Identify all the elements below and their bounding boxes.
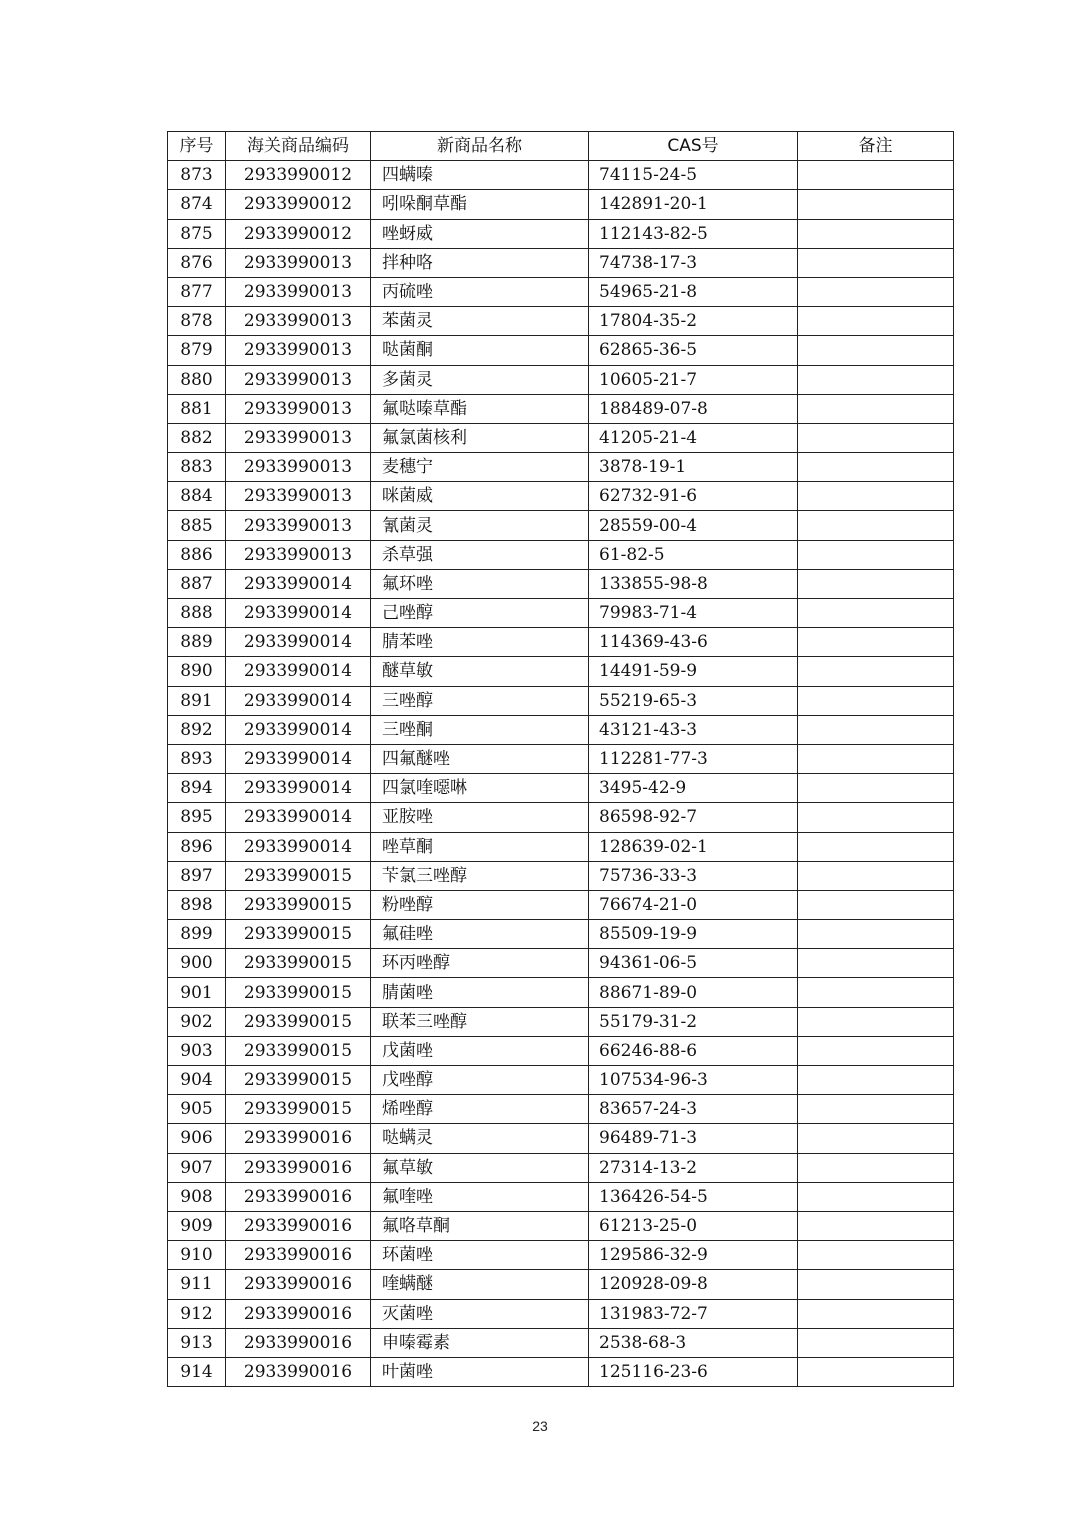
table-row — [168, 803, 954, 832]
cell-note — [798, 1153, 954, 1182]
table-row — [168, 219, 954, 248]
cell-code: 2933990013 — [226, 453, 371, 482]
table-row — [168, 1241, 954, 1270]
cell-code: 2933990013 — [226, 540, 371, 569]
table-row — [168, 1299, 954, 1328]
cell-name: 麦穗宁 — [371, 453, 589, 482]
cell-note — [798, 628, 954, 657]
cell-code: 2933990013 — [226, 336, 371, 365]
cell-code: 2933990012 — [226, 190, 371, 219]
cell-note — [798, 686, 954, 715]
table-row — [168, 482, 954, 511]
cell-cas: 17804-35-2 — [589, 307, 798, 336]
cell-name: 喹螨醚 — [371, 1270, 589, 1299]
cell-cas: 3495-42-9 — [589, 774, 798, 803]
chemical-list-table — [167, 131, 954, 1387]
cell-name: 氟环唑 — [371, 569, 589, 598]
cell-seq: 896 — [168, 832, 226, 861]
table-row — [168, 774, 954, 803]
cell-note — [798, 1241, 954, 1270]
cell-code: 2933990013 — [226, 511, 371, 540]
cell-note — [798, 774, 954, 803]
cell-name: 丙硫唑 — [371, 277, 589, 306]
table-row — [168, 890, 954, 919]
cell-seq: 892 — [168, 715, 226, 744]
cell-code: 2933990015 — [226, 1036, 371, 1065]
cell-note — [798, 1182, 954, 1211]
cell-note — [798, 394, 954, 423]
cell-cas: 83657-24-3 — [589, 1095, 798, 1124]
cell-cas: 107534-96-3 — [589, 1066, 798, 1095]
cell-seq: 913 — [168, 1328, 226, 1357]
cell-seq: 887 — [168, 569, 226, 598]
cell-note — [798, 920, 954, 949]
cell-cas: 41205-21-4 — [589, 423, 798, 452]
cell-code: 2933990016 — [226, 1211, 371, 1240]
cell-note — [798, 540, 954, 569]
header-cas: CAS号 — [589, 132, 798, 161]
header-note: 备注 — [798, 132, 954, 161]
cell-seq: 888 — [168, 599, 226, 628]
cell-name: 四氟醚唑 — [371, 744, 589, 773]
cell-seq: 911 — [168, 1270, 226, 1299]
cell-cas: 3878-19-1 — [589, 453, 798, 482]
cell-seq: 875 — [168, 219, 226, 248]
cell-seq: 874 — [168, 190, 226, 219]
table-row — [168, 832, 954, 861]
cell-name: 氟氯菌核利 — [371, 423, 589, 452]
table-row — [168, 599, 954, 628]
cell-cas: 128639-02-1 — [589, 832, 798, 861]
cell-seq: 891 — [168, 686, 226, 715]
cell-cas: 62865-36-5 — [589, 336, 798, 365]
cell-seq: 906 — [168, 1124, 226, 1153]
cell-seq: 898 — [168, 890, 226, 919]
cell-note — [798, 861, 954, 890]
cell-note — [798, 657, 954, 686]
table-row — [168, 277, 954, 306]
cell-code: 2933990014 — [226, 803, 371, 832]
cell-seq: 879 — [168, 336, 226, 365]
cell-cas: 94361-06-5 — [589, 949, 798, 978]
cell-cas: 133855-98-8 — [589, 569, 798, 598]
cell-name: 氟咯草酮 — [371, 1211, 589, 1240]
cell-name: 己唑醇 — [371, 599, 589, 628]
cell-note — [798, 511, 954, 540]
cell-name: 四氯喹噁啉 — [371, 774, 589, 803]
cell-code: 2933990014 — [226, 628, 371, 657]
cell-cas: 188489-07-8 — [589, 394, 798, 423]
cell-note — [798, 277, 954, 306]
cell-note — [798, 190, 954, 219]
table-row — [168, 1328, 954, 1357]
cell-note — [798, 219, 954, 248]
cell-cas: 62732-91-6 — [589, 482, 798, 511]
cell-seq: 902 — [168, 1007, 226, 1036]
cell-note — [798, 1007, 954, 1036]
cell-code: 2933990013 — [226, 365, 371, 394]
cell-name: 氟硅唑 — [371, 920, 589, 949]
cell-code: 2933990015 — [226, 1007, 371, 1036]
cell-seq: 889 — [168, 628, 226, 657]
cell-code: 2933990013 — [226, 394, 371, 423]
table-row — [168, 394, 954, 423]
cell-note — [798, 832, 954, 861]
cell-seq: 912 — [168, 1299, 226, 1328]
table-row — [168, 920, 954, 949]
cell-name: 唑草酮 — [371, 832, 589, 861]
cell-note — [798, 248, 954, 277]
cell-seq: 909 — [168, 1211, 226, 1240]
cell-code: 2933990014 — [226, 832, 371, 861]
cell-note — [798, 365, 954, 394]
cell-code: 2933990016 — [226, 1299, 371, 1328]
table-row — [168, 161, 954, 190]
cell-code: 2933990014 — [226, 569, 371, 598]
cell-name: 氟喹唑 — [371, 1182, 589, 1211]
cell-code: 2933990013 — [226, 307, 371, 336]
cell-note — [798, 978, 954, 1007]
cell-name: 唑蚜威 — [371, 219, 589, 248]
cell-note — [798, 890, 954, 919]
cell-note — [798, 423, 954, 452]
cell-name: 戊唑醇 — [371, 1066, 589, 1095]
table-row — [168, 744, 954, 773]
table-row — [168, 1036, 954, 1065]
cell-name: 苄氯三唑醇 — [371, 861, 589, 890]
cell-cas: 10605-21-7 — [589, 365, 798, 394]
table-row — [168, 1007, 954, 1036]
cell-cas: 27314-13-2 — [589, 1153, 798, 1182]
cell-cas: 79983-71-4 — [589, 599, 798, 628]
cell-code: 2933990016 — [226, 1124, 371, 1153]
cell-name: 亚胺唑 — [371, 803, 589, 832]
cell-code: 2933990015 — [226, 920, 371, 949]
cell-note — [798, 1299, 954, 1328]
cell-seq: 882 — [168, 423, 226, 452]
cell-name: 氟哒嗪草酯 — [371, 394, 589, 423]
cell-name: 哒菌酮 — [371, 336, 589, 365]
cell-code: 2933990016 — [226, 1153, 371, 1182]
cell-seq: 905 — [168, 1095, 226, 1124]
cell-name: 拌种咯 — [371, 248, 589, 277]
cell-seq: 883 — [168, 453, 226, 482]
cell-name: 三唑酮 — [371, 715, 589, 744]
table-row — [168, 949, 954, 978]
table-row — [168, 1066, 954, 1095]
table-row — [168, 569, 954, 598]
cell-code: 2933990014 — [226, 715, 371, 744]
table-row — [168, 190, 954, 219]
cell-cas: 125116-23-6 — [589, 1357, 798, 1386]
cell-note — [798, 949, 954, 978]
table-row — [168, 307, 954, 336]
cell-note — [798, 1270, 954, 1299]
table-row — [168, 1211, 954, 1240]
cell-seq: 885 — [168, 511, 226, 540]
cell-note — [798, 803, 954, 832]
cell-cas: 75736-33-3 — [589, 861, 798, 890]
table-row — [168, 453, 954, 482]
cell-seq: 890 — [168, 657, 226, 686]
cell-name: 苯菌灵 — [371, 307, 589, 336]
cell-name: 联苯三唑醇 — [371, 1007, 589, 1036]
cell-seq: 884 — [168, 482, 226, 511]
cell-seq: 880 — [168, 365, 226, 394]
cell-name: 氰菌灵 — [371, 511, 589, 540]
cell-code: 2933990016 — [226, 1182, 371, 1211]
cell-code: 2933990014 — [226, 744, 371, 773]
cell-code: 2933990014 — [226, 686, 371, 715]
cell-code: 2933990013 — [226, 482, 371, 511]
cell-seq: 873 — [168, 161, 226, 190]
table-row — [168, 336, 954, 365]
cell-seq: 908 — [168, 1182, 226, 1211]
table-row — [168, 1153, 954, 1182]
table-row — [168, 540, 954, 569]
cell-name: 叶菌唑 — [371, 1357, 589, 1386]
cell-seq: 899 — [168, 920, 226, 949]
cell-cas: 76674-21-0 — [589, 890, 798, 919]
cell-seq: 881 — [168, 394, 226, 423]
cell-seq: 903 — [168, 1036, 226, 1065]
cell-cas: 61213-25-0 — [589, 1211, 798, 1240]
header-code: 海关商品编码 — [226, 132, 371, 161]
cell-name: 戊菌唑 — [371, 1036, 589, 1065]
cell-code: 2933990014 — [226, 657, 371, 686]
cell-note — [798, 1066, 954, 1095]
cell-seq: 886 — [168, 540, 226, 569]
cell-note — [798, 1036, 954, 1065]
cell-cas: 112143-82-5 — [589, 219, 798, 248]
table-header-row — [168, 132, 954, 161]
cell-cas: 96489-71-3 — [589, 1124, 798, 1153]
cell-note — [798, 744, 954, 773]
cell-code: 2933990015 — [226, 1066, 371, 1095]
table-row — [168, 423, 954, 452]
cell-note — [798, 453, 954, 482]
cell-note — [798, 161, 954, 190]
cell-note — [798, 599, 954, 628]
cell-cas: 55179-31-2 — [589, 1007, 798, 1036]
table-row — [168, 1095, 954, 1124]
cell-name: 腈菌唑 — [371, 978, 589, 1007]
cell-code: 2933990013 — [226, 277, 371, 306]
cell-seq: 877 — [168, 277, 226, 306]
cell-note — [798, 569, 954, 598]
cell-code: 2933990016 — [226, 1357, 371, 1386]
page-number: 23 — [532, 1418, 548, 1434]
cell-cas: 74738-17-3 — [589, 248, 798, 277]
cell-name: 粉唑醇 — [371, 890, 589, 919]
cell-seq: 893 — [168, 744, 226, 773]
cell-cas: 120928-09-8 — [589, 1270, 798, 1299]
cell-name: 申嗪霉素 — [371, 1328, 589, 1357]
header-seq: 序号 — [168, 132, 226, 161]
cell-cas: 136426-54-5 — [589, 1182, 798, 1211]
table-row — [168, 365, 954, 394]
cell-cas: 85509-19-9 — [589, 920, 798, 949]
cell-name: 环丙唑醇 — [371, 949, 589, 978]
table-row — [168, 628, 954, 657]
cell-seq: 901 — [168, 978, 226, 1007]
cell-cas: 2538-68-3 — [589, 1328, 798, 1357]
table-row — [168, 1270, 954, 1299]
cell-code: 2933990014 — [226, 774, 371, 803]
cell-note — [798, 1095, 954, 1124]
cell-seq: 897 — [168, 861, 226, 890]
cell-name: 烯唑醇 — [371, 1095, 589, 1124]
cell-cas: 114369-43-6 — [589, 628, 798, 657]
cell-code: 2933990015 — [226, 949, 371, 978]
cell-cas: 112281-77-3 — [589, 744, 798, 773]
cell-code: 2933990015 — [226, 978, 371, 1007]
cell-code: 2933990012 — [226, 161, 371, 190]
cell-name: 环菌唑 — [371, 1241, 589, 1270]
cell-note — [798, 336, 954, 365]
cell-name: 咪菌威 — [371, 482, 589, 511]
cell-name: 腈苯唑 — [371, 628, 589, 657]
cell-name: 杀草强 — [371, 540, 589, 569]
cell-cas: 61-82-5 — [589, 540, 798, 569]
cell-code: 2933990012 — [226, 219, 371, 248]
cell-code: 2933990013 — [226, 423, 371, 452]
table-row — [168, 686, 954, 715]
cell-cas: 131983-72-7 — [589, 1299, 798, 1328]
cell-code: 2933990013 — [226, 248, 371, 277]
cell-code: 2933990015 — [226, 890, 371, 919]
cell-seq: 894 — [168, 774, 226, 803]
cell-note — [798, 715, 954, 744]
cell-note — [798, 1357, 954, 1386]
cell-seq: 910 — [168, 1241, 226, 1270]
table-row — [168, 248, 954, 277]
cell-name: 哒螨灵 — [371, 1124, 589, 1153]
cell-name: 醚草敏 — [371, 657, 589, 686]
header-name: 新商品名称 — [371, 132, 589, 161]
cell-cas: 88671-89-0 — [589, 978, 798, 1007]
cell-cas: 86598-92-7 — [589, 803, 798, 832]
cell-code: 2933990016 — [226, 1328, 371, 1357]
table-body — [168, 161, 954, 1387]
table-row — [168, 861, 954, 890]
table-row — [168, 715, 954, 744]
cell-cas: 66246-88-6 — [589, 1036, 798, 1065]
cell-name: 氟草敏 — [371, 1153, 589, 1182]
cell-cas: 54965-21-8 — [589, 277, 798, 306]
cell-code: 2933990016 — [226, 1241, 371, 1270]
cell-code: 2933990015 — [226, 1095, 371, 1124]
cell-cas: 55219-65-3 — [589, 686, 798, 715]
cell-seq: 904 — [168, 1066, 226, 1095]
cell-cas: 28559-00-4 — [589, 511, 798, 540]
cell-name: 多菌灵 — [371, 365, 589, 394]
table-row — [168, 1357, 954, 1386]
table-row — [168, 1182, 954, 1211]
cell-note — [798, 1124, 954, 1153]
cell-name: 四螨嗪 — [371, 161, 589, 190]
cell-note — [798, 482, 954, 511]
cell-note — [798, 307, 954, 336]
cell-code: 2933990014 — [226, 599, 371, 628]
cell-seq: 878 — [168, 307, 226, 336]
table-row — [168, 1124, 954, 1153]
table-row — [168, 511, 954, 540]
cell-seq: 876 — [168, 248, 226, 277]
cell-note — [798, 1211, 954, 1240]
cell-code: 2933990016 — [226, 1270, 371, 1299]
cell-cas: 43121-43-3 — [589, 715, 798, 744]
cell-cas: 142891-20-1 — [589, 190, 798, 219]
cell-note — [798, 1328, 954, 1357]
cell-code: 2933990015 — [226, 861, 371, 890]
cell-name: 三唑醇 — [371, 686, 589, 715]
cell-seq: 907 — [168, 1153, 226, 1182]
cell-seq: 914 — [168, 1357, 226, 1386]
cell-cas: 74115-24-5 — [589, 161, 798, 190]
table-row — [168, 978, 954, 1007]
cell-cas: 129586-32-9 — [589, 1241, 798, 1270]
cell-seq: 895 — [168, 803, 226, 832]
cell-name: 吲哚酮草酯 — [371, 190, 589, 219]
cell-seq: 900 — [168, 949, 226, 978]
cell-cas: 14491-59-9 — [589, 657, 798, 686]
cell-name: 灭菌唑 — [371, 1299, 589, 1328]
table-row — [168, 657, 954, 686]
